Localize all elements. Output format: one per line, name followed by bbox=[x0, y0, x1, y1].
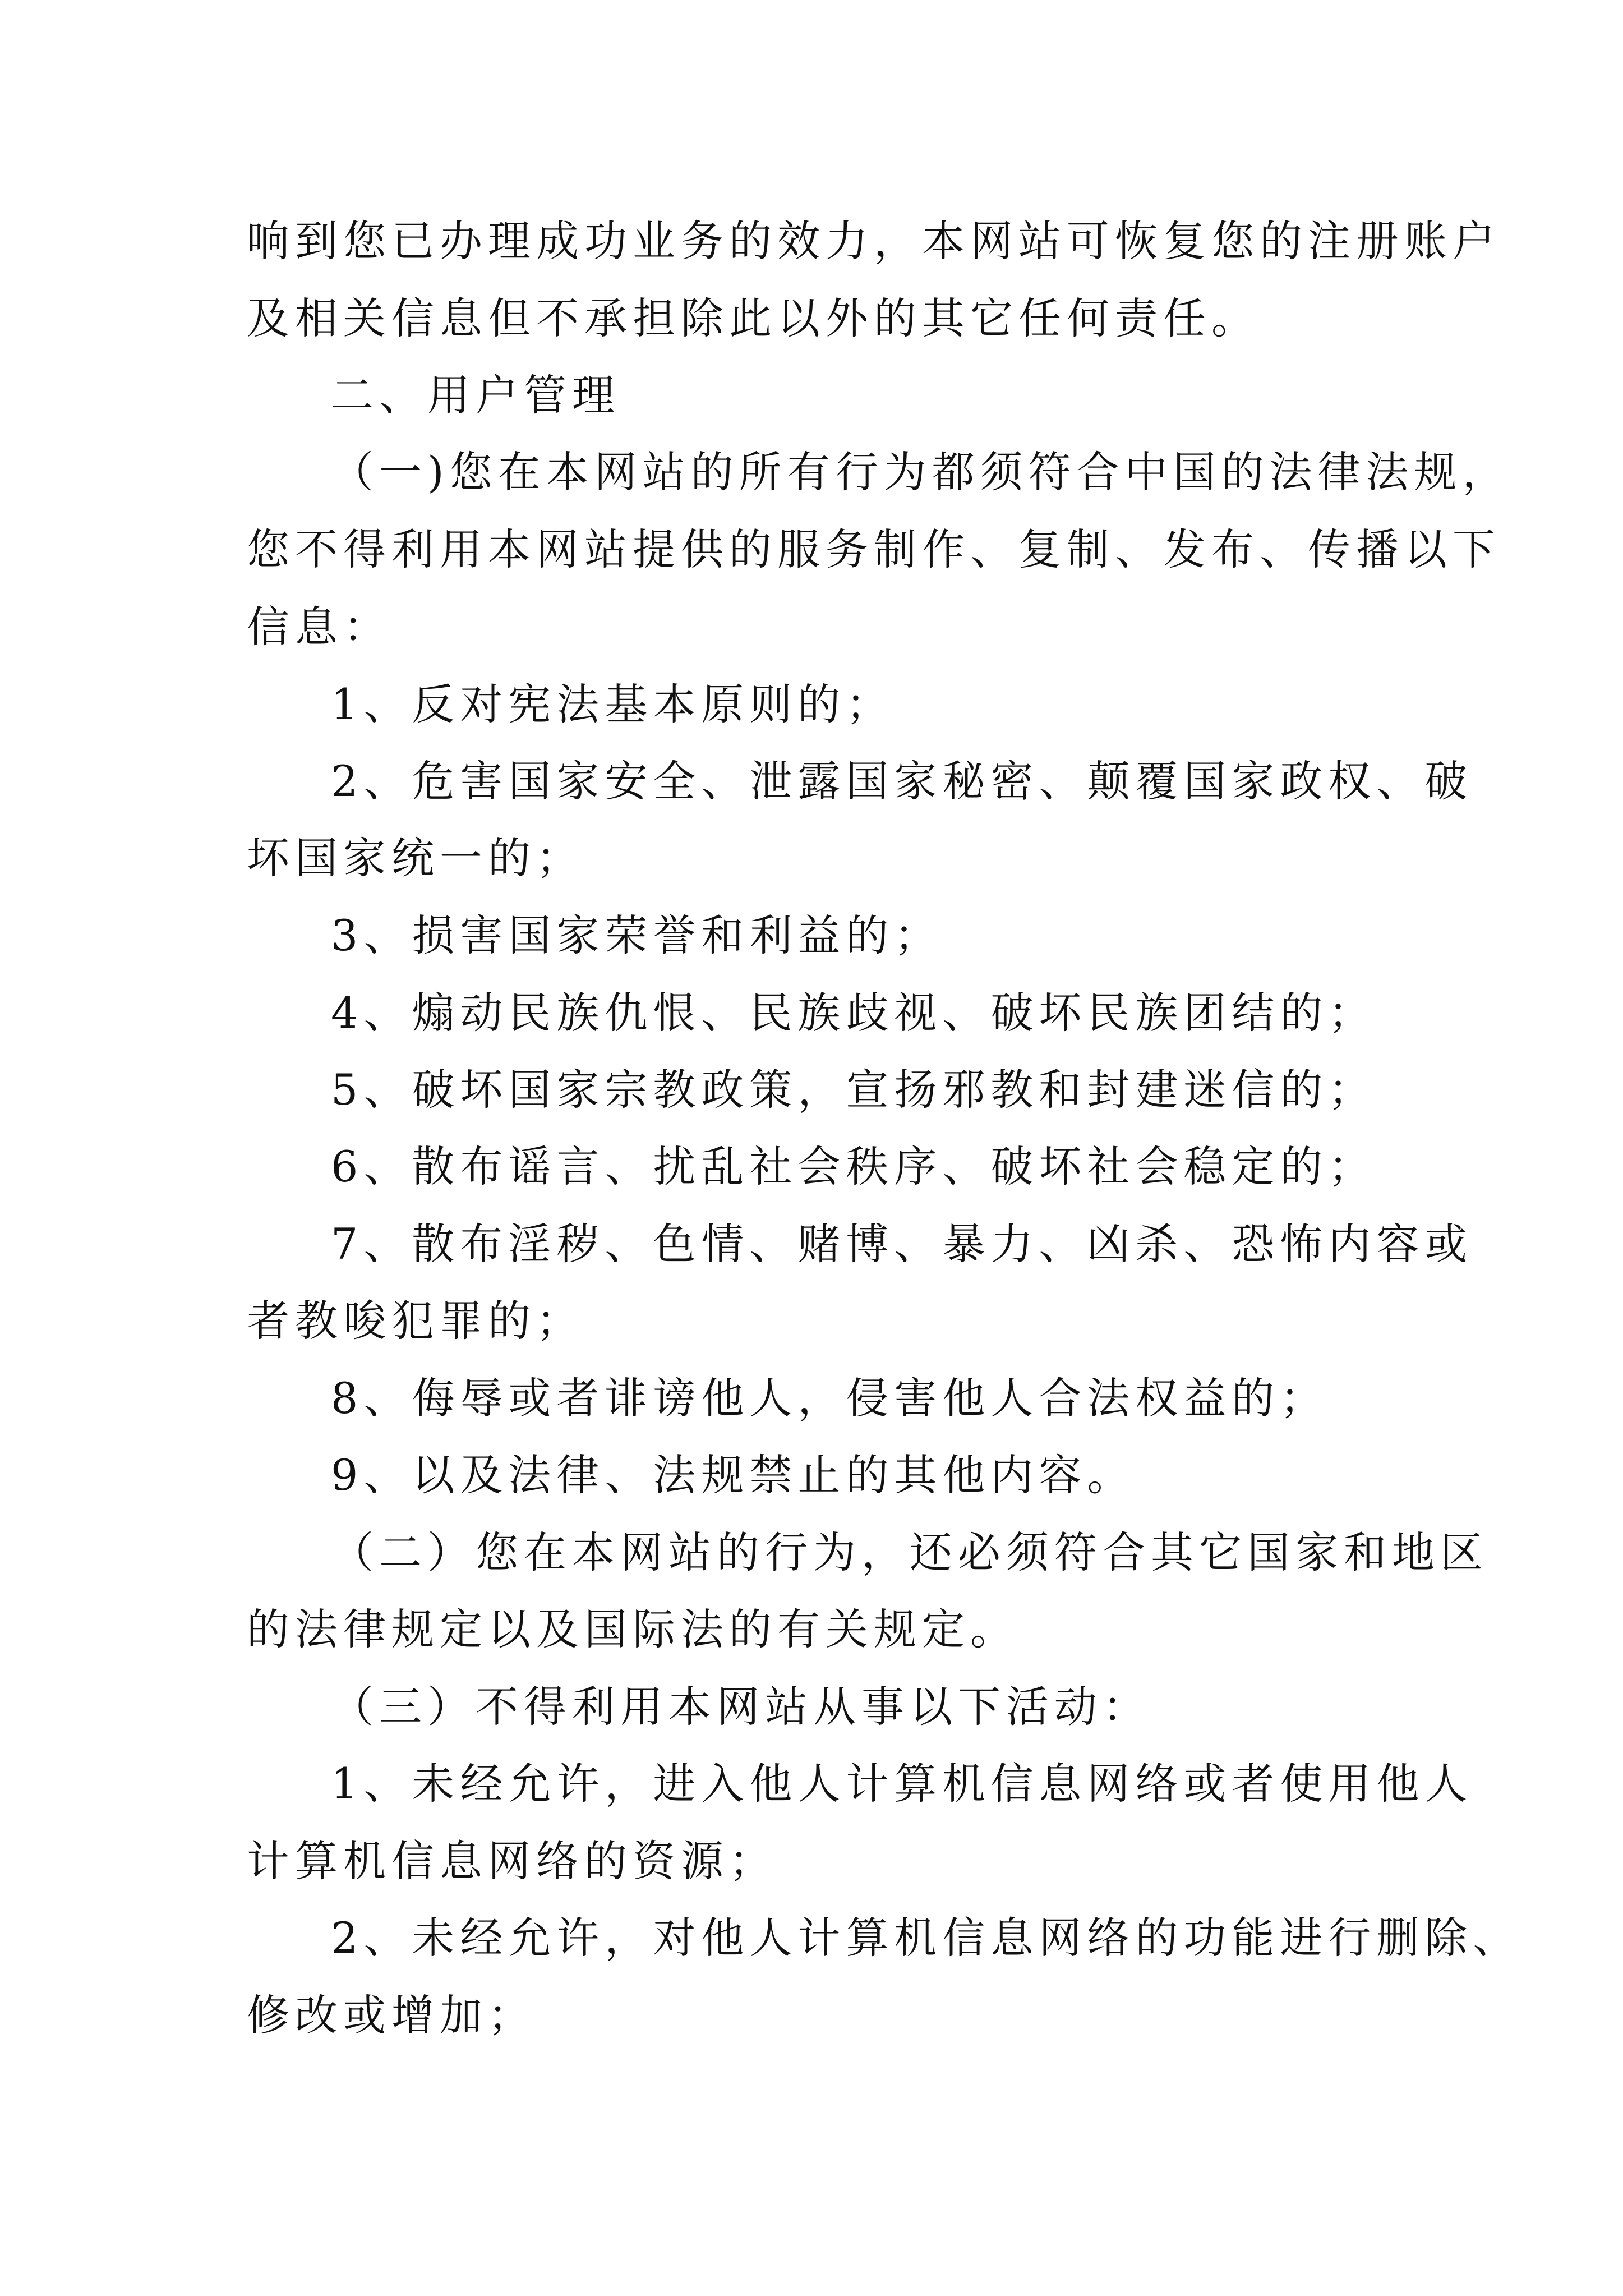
list-item-continuation: 修改或增加； bbox=[247, 1990, 536, 2040]
paragraph-line: （三）不得利用本网站从事以下活动： bbox=[331, 1682, 1151, 1732]
list-item-continuation: 计算机信息网络的资源； bbox=[247, 1836, 777, 1886]
section-heading: 二、用户管理 bbox=[331, 370, 620, 420]
list-item: 6、散布谣言、扰乱社会秩序、破坏社会稳定的； bbox=[331, 1142, 1377, 1191]
list-item-continuation: 者教唆犯罪的； bbox=[247, 1296, 584, 1346]
list-item: 4、煽动民族仇恨、民族歧视、破坏民族团结的； bbox=[331, 988, 1377, 1038]
list-item: 2、危害国家安全、泄露国家秘密、颠覆国家政权、破 bbox=[331, 756, 1473, 806]
list-item: 8、侮辱或者诽谤他人，侵害他人合法权益的； bbox=[331, 1373, 1329, 1423]
list-item: 1、未经允许，进入他人计算机信息网络或者使用他人 bbox=[331, 1759, 1473, 1809]
paragraph-line: 您不得利用本网站提供的服务制作、复制、发布、传播以下 bbox=[247, 524, 1501, 574]
paragraph-line: 及相关信息但不承担除此以外的其它任何责任。 bbox=[247, 293, 1260, 343]
paragraph-line: （二）您在本网站的行为，还必须符合其它国家和地区 bbox=[331, 1527, 1488, 1577]
paragraph-line: 的法律规定以及国际法的有关规定。 bbox=[247, 1604, 1018, 1654]
list-item: 5、破坏国家宗教政策，宣扬邪教和封建迷信的； bbox=[331, 1065, 1377, 1115]
list-item-continuation: 坏国家统一的； bbox=[247, 833, 584, 883]
list-item: 9、以及法律、法规禁止的其他内容。 bbox=[331, 1450, 1136, 1500]
list-item: 2、未经允许，对他人计算机信息网络的功能进行删除、 bbox=[331, 1913, 1521, 1963]
list-item: 1、反对宪法基本原则的； bbox=[331, 679, 895, 729]
paragraph-line: （一)您在本网站的所有行为都须符合中国的法律法规， bbox=[331, 447, 1511, 497]
list-item: 7、散布淫秽、色情、赌博、暴力、凶杀、恐怖内容或 bbox=[331, 1219, 1473, 1269]
paragraph-line: 信息： bbox=[247, 602, 391, 652]
paragraph-line: 响到您已办理成功业务的效力，本网站可恢复您的注册账户 bbox=[247, 216, 1501, 266]
list-item: 3、损害国家荣誉和利益的； bbox=[331, 910, 943, 960]
